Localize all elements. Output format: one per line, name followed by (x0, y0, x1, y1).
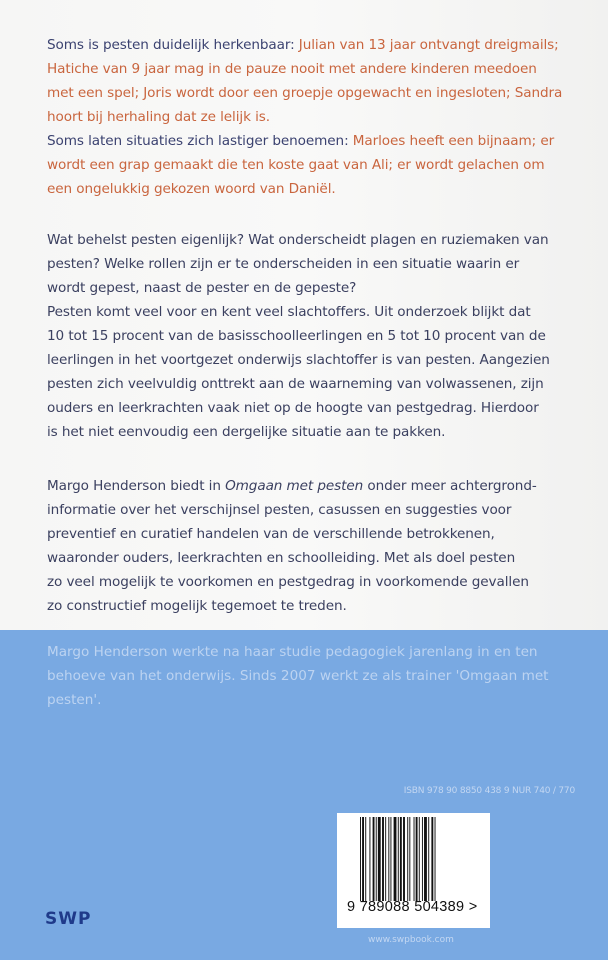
bio-line: pesten'. (47, 692, 102, 708)
barcode-bar (385, 817, 386, 901)
isbn-text: ISBN 978 90 8850 438 9 NUR 740 / 770 (403, 786, 575, 796)
barcode-bar (369, 817, 370, 901)
intro-text: Marloes heeft een bijnaam; er (348, 133, 555, 149)
body-text: wordt gepest, naast de pester en de gepeste? (47, 280, 357, 296)
author-bio (47, 640, 549, 712)
body-text: pesten zich veelvuldig onttrekt aan de waarneming van volwassenen, zijn (47, 376, 544, 392)
barcode-bar (431, 817, 433, 901)
intro-lead: Soms is pesten duidelijk herkenbaar: (47, 37, 295, 53)
barcode-bar (394, 817, 397, 901)
body-text: ouders en leerkrachten vaak niet op de hoogte van pestgedrag. Hierdoor (47, 400, 539, 416)
barcode-bar (400, 817, 402, 901)
barcode-bar (382, 817, 384, 901)
bio-line: Margo Henderson werkte na haar studie pedagogiek jarenlang in en ten (47, 644, 538, 660)
publisher-url: www.swpbook.com (368, 935, 454, 945)
barcode-bar (424, 817, 427, 901)
blue-band (0, 630, 608, 960)
body-text: Pesten komt veel voor en kent veel slachtoffers. Uit onderzoek blijkt dat (47, 304, 531, 320)
intro-lead: Soms laten situaties zich lastiger benoemen: (47, 133, 349, 149)
body-text: onder meer achtergrond- (363, 478, 537, 494)
body-text: zo constructief mogelijk tegemoet te treden. (47, 598, 347, 614)
intro-text: wordt een grap gemaakt die ten koste gaat van Ali; er wordt gelachen om (47, 157, 545, 173)
body-text: is het niet eenvoudig een dergelijke situatie aan te pakken. (47, 424, 446, 440)
body-text: waaronder ouders, leerkrachten en schoolleiding. Met als doel pesten (47, 550, 516, 566)
bio-line: behoeve van het onderwijs. Sinds 2007 werkt ze als trainer 'Omgaan met (47, 668, 549, 684)
body-text: 10 tot 15 procent van de basisschoolleerlingen en 5 tot 10 procent van de (47, 328, 546, 344)
intro-text: hoort bij herhaling dat ze lelijk is. (47, 109, 270, 125)
body-text: leerlingen in het voortgezet onderwijs slachtoffer is van pesten. Aangezien (47, 352, 550, 368)
barcode-bar (428, 817, 429, 901)
barcode-bar (360, 817, 361, 901)
intro-paragraph-1 (47, 33, 562, 201)
barcode-bar (362, 817, 364, 901)
body-text: Wat behelst pesten eigenlijk? Wat onderscheidt plagen en ruziemaken van (47, 232, 549, 248)
body-text: zo veel mogelijk te voorkomen en pestgedrag in voorkomende gevallen (47, 574, 529, 590)
body-paragraph-4 (47, 474, 537, 618)
barcode-bar (403, 817, 405, 901)
barcode-number: 9 789088 504389 > (347, 899, 478, 915)
book-title: Omgaan met pesten (225, 478, 364, 494)
publisher-logo: SWP (45, 909, 92, 929)
barcode-bar (376, 817, 377, 901)
barcode-bar (422, 817, 423, 901)
body-text: pesten? Welke rollen zijn er te onderscheiden in een situatie waarin er (47, 256, 520, 272)
barcode-bar (414, 817, 415, 901)
barcode-bar (388, 817, 389, 901)
barcode (337, 813, 490, 928)
barcode-bar (373, 817, 375, 901)
barcode-bar (407, 817, 408, 901)
barcode-bar (390, 817, 391, 901)
barcode-bar (416, 817, 418, 901)
barcode-bar (435, 817, 436, 901)
barcode-bar (365, 817, 366, 901)
body-text: preventief en curatief handelen van de verschillende betrokkenen, (47, 526, 495, 542)
intro-text: Julian van 13 jaar ontvangt dreigmails; (294, 37, 559, 53)
barcode-bar (409, 817, 410, 901)
barcode-bar (378, 817, 381, 901)
body-paragraph-3 (47, 228, 550, 444)
body-text: Margo Henderson biedt in (47, 478, 226, 494)
intro-text: een ongelukkig gekozen woord van Daniël. (47, 181, 336, 197)
intro-text: met een spel; Joris wordt door een groepje opgewacht en ingesloten; Sandra (47, 85, 563, 101)
barcode-bar (419, 817, 420, 901)
intro-text: Hatiche van 9 jaar mag in de pauze nooit met andere kinderen meedoen (47, 61, 537, 77)
barcode-bar (398, 817, 399, 901)
barcode-bars (360, 817, 468, 901)
body-text: informatie over het verschijnsel pesten, casussen en suggesties voor (47, 502, 512, 518)
